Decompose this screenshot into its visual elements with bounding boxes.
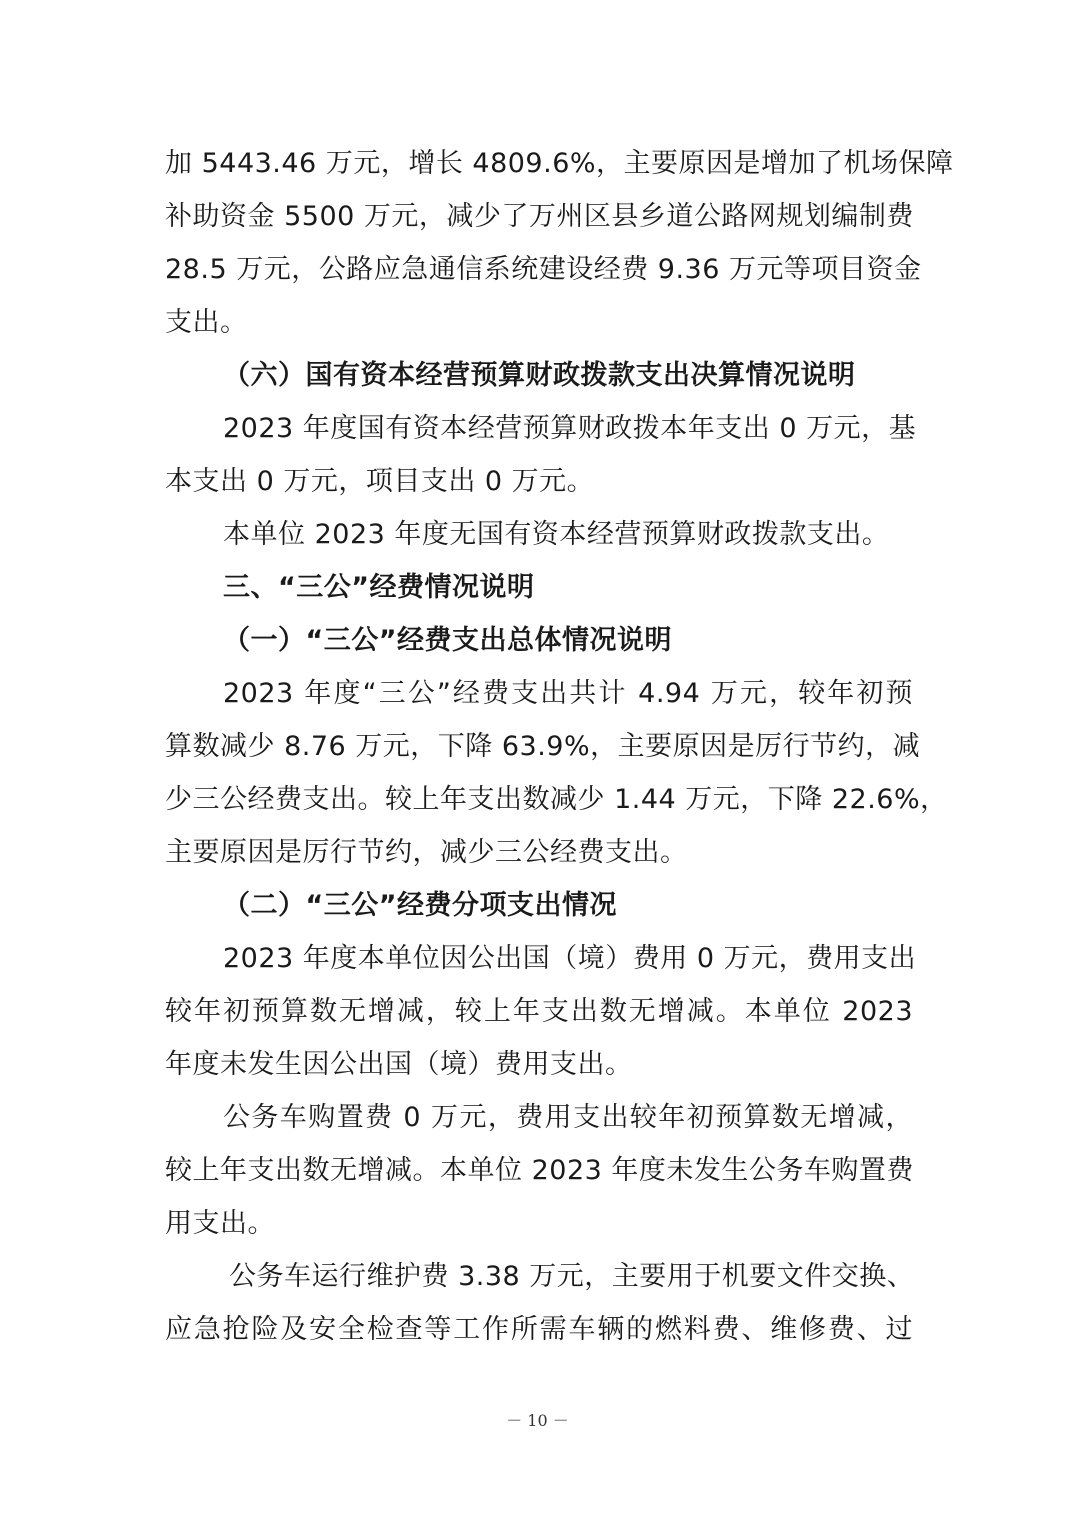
paragraph-line: 2023 年度国有资本经营预算财政拨本年支出 0 万元，基 (223, 413, 917, 444)
body-text (165, 137, 954, 1356)
section-heading-6: （六）国有资本经营预算财政拨款支出决算情况说明 (223, 360, 856, 391)
section-heading-2: （二）“三公”经费分项支出情况 (223, 890, 617, 921)
paragraph-line: 应急抢险及安全检查等工作所需车辆的燃料费、维修费、过 (165, 1314, 913, 1345)
paragraph-line: 算数减少 8.76 万元，下降 63.9%，主要原因是厉行节约，减 (165, 731, 921, 762)
section-heading-1: （一）“三公”经费支出总体情况说明 (223, 625, 672, 656)
paragraph-line: 加 5443.46 万元，增长 4809.6%，主要原因是增加了机场保障 (165, 148, 954, 179)
paragraph-line: 公务车购置费 0 万元，费用支出较年初预算数无增减， (223, 1102, 913, 1133)
paragraph-line: 28.5 万元，公路应急通信系统建设经费 9.36 万元等项目资金 (165, 254, 922, 285)
page-number: － 10 － (506, 1411, 569, 1430)
paragraph-line: 补助资金 5500 万元，减少了万州区县乡道公路网规划编制费 (165, 201, 914, 232)
paragraph-line: 支出。 (165, 307, 248, 338)
paragraph-line: 年度未发生因公出国（境）费用支出。 (165, 1049, 633, 1080)
paragraph-line: 2023 年度“三公”经费支出共计 4.94 万元，较年初预 (223, 678, 913, 709)
paragraph-line: 少三公经费支出。较上年支出数减少 1.44 万元，下降 22.6%， (165, 784, 948, 815)
paragraph-line: 较上年支出数无增减。本单位 2023 年度未发生公务车购置费 (165, 1155, 914, 1186)
paragraph-line: 用支出。 (165, 1208, 275, 1239)
paragraph-line: 2023 年度本单位因公出国（境）费用 0 万元，费用支出 (223, 943, 917, 974)
paragraph-line: 本单位 2023 年度无国有资本经营预算财政拨款支出。 (223, 519, 890, 550)
paragraph-line: 公务车运行维护费 3.38 万元，主要用于机要文件交换、 (229, 1261, 915, 1292)
paragraph-line: 本支出 0 万元，项目支出 0 万元。 (165, 466, 595, 497)
paragraph-line: 较年初预算数无增减，较上年支出数无增减。本单位 2023 (165, 996, 913, 1027)
chapter-heading-3: 三、“三公”经费情况说明 (223, 572, 535, 603)
paragraph-line: 主要原因是厉行节约，减少三公经费支出。 (165, 837, 688, 868)
